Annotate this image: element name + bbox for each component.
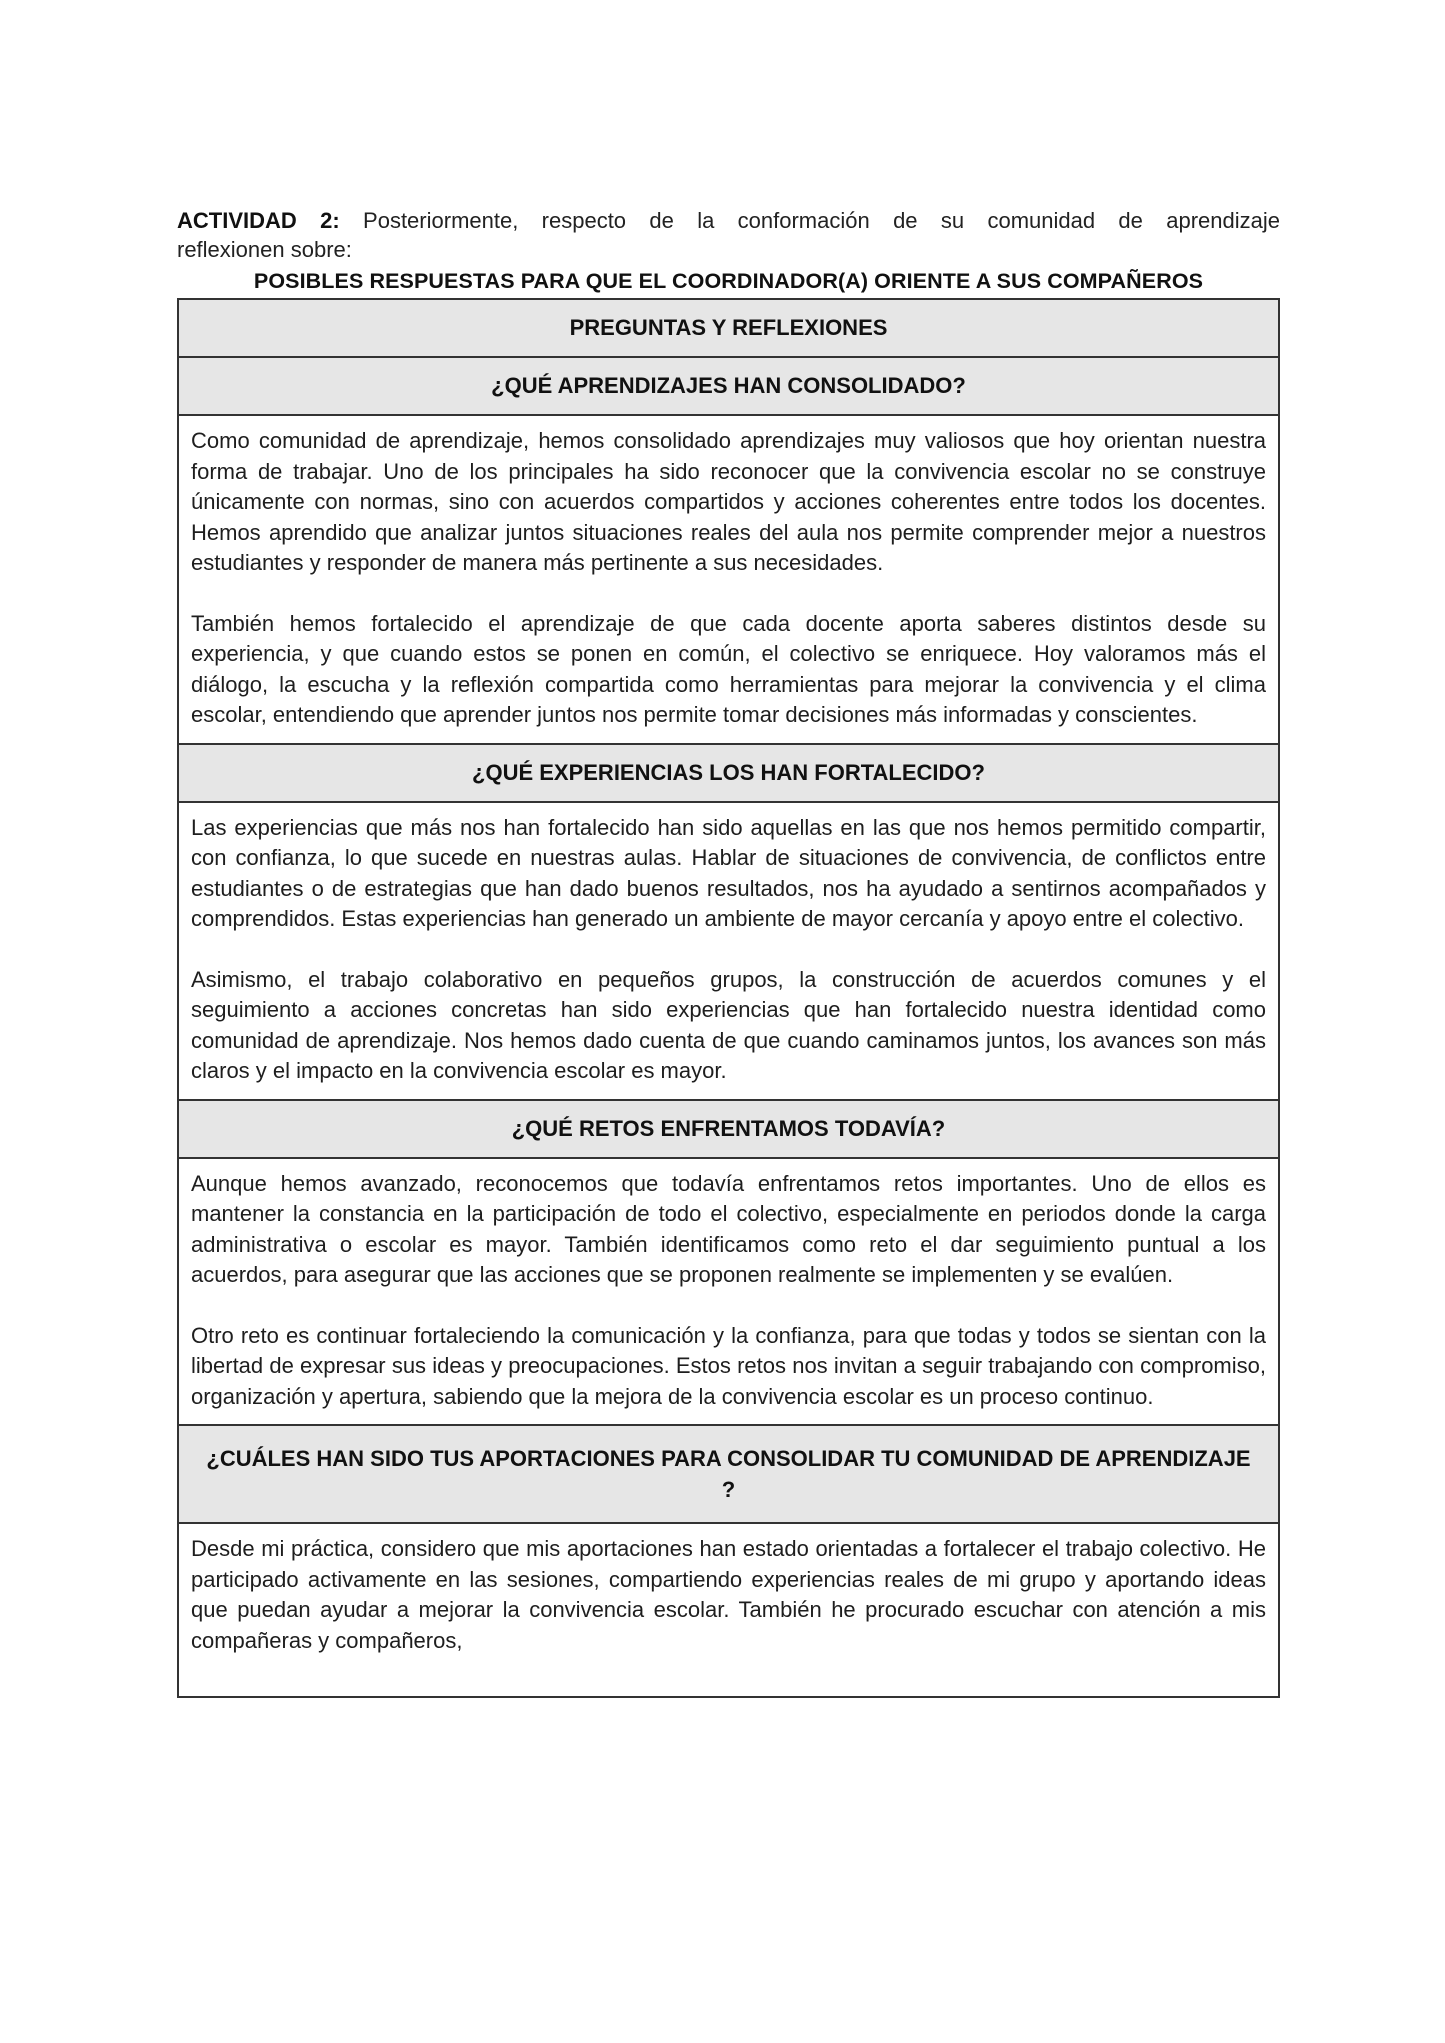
activity-text-1: Posteriormente, respecto de la conformación de su comunidad de aprendizaje	[363, 208, 1280, 233]
answer-paragraph: También hemos fortalecido el aprendizaje de que cada docente aporta saberes distintos desde su experiencia, y que cuando estos se ponen en común, el colectivo se enriquece. Hoy valoramos más el diálogo, la escucha y la reflexión compartida como herramientas para mejorar la convivencia y el clima escolar, entendiendo que aprender juntos nos permite tomar decisiones más informadas y conscientes.	[191, 610, 1266, 727]
answer-cell	[178, 802, 1279, 1100]
answer-cell	[178, 1523, 1279, 1697]
answer-cell	[178, 1158, 1279, 1426]
document-page	[177, 206, 1280, 1698]
answer-paragraph: Otro reto es continuar fortaleciendo la comunicación y la confianza, para que todas y todos se sientan con la libertad de expresar sus ideas y preocupaciones. Estos retos nos invitan a seguir trabajando con compromiso, organización y apertura, sabiendo que la mejora de la convivencia escolar es un proceso continuo.	[191, 1322, 1266, 1409]
answer-paragraph: Las experiencias que más nos han fortalecido han sido aquellas en las que nos hemos permitido compartir, con confianza, lo que sucede en nuestras aulas. Hablar de situaciones de convivencia, de conflictos entre estudiantes o de estrategias que han dado buenos resultados, nos ha ayudado a sentirnos acompañados y comprendidos. Estas experiencias han generado un ambiente de mayor cercanía y apoyo entre el colectivo.	[191, 814, 1266, 931]
activity-line-1	[177, 206, 1280, 235]
question-heading: ¿QUÉ EXPERIENCIAS LOS HAN FORTALECIDO?	[178, 744, 1279, 802]
activity-text-2: reflexionen sobre:	[177, 237, 352, 262]
question-heading: ¿QUÉ RETOS ENFRENTAMOS TODAVÍA?	[178, 1100, 1279, 1158]
reflection-table	[177, 298, 1280, 1698]
answer-paragraph: Desde mi práctica, considero que mis aportaciones han estado orientadas a fortalecer el trabajo colectivo. He participado activamente en las sesiones, compartiendo experiencias reales de mi grupo y aportando ideas que puedan ayudar a mejorar la convivencia escolar. También he procurado escuchar con atención a mis compañeras y compañeros,	[191, 1536, 1266, 1653]
answer-cell	[178, 415, 1279, 744]
document-subtitle: POSIBLES RESPUESTAS PARA QUE EL COORDINADOR(A) ORIENTE A SUS COMPAÑEROS	[253, 269, 1204, 293]
question-heading: ¿CUÁLES HAN SIDO TUS APORTACIONES PARA CONSOLIDAR TU COMUNIDAD DE APRENDIZAJE ?	[178, 1425, 1279, 1523]
answer-paragraph: Como comunidad de aprendizaje, hemos consolidado aprendizajes muy valiosos que hoy orientan nuestra forma de trabajar. Uno de los principales ha sido reconocer que la convivencia escolar no se construye únicamente con normas, sino con acuerdos compartidos y acciones coherentes entre todos los docentes. Hemos aprendido que analizar juntos situaciones reales del aula nos permite comprender mejor a nuestros estudiantes y responder de manera más pertinente a sus necesidades.	[191, 428, 1266, 575]
answer-paragraph: Asimismo, el trabajo colaborativo en pequeños grupos, la construcción de acuerdos comunes y el seguimiento a acciones concretas han sido experiencias que han fortalecido nuestra identidad como comunidad de aprendizaje. Nos hemos dado cuenta de que cuando caminamos juntos, los avances son más claros y el impacto en la convivencia escolar es mayor.	[191, 966, 1266, 1083]
answer-paragraph: Aunque hemos avanzado, reconocemos que todavía enfrentamos retos importantes. Uno de ellos es mantener la constancia en la participación de todo el colectivo, especialmente en periodos donde la carga administrativa o escolar es mayor. También identificamos como reto el dar seguimiento puntual a los acuerdos, para asegurar que las acciones que se proponen realmente se implementen y se evalúen.	[191, 1170, 1266, 1287]
table-header: PREGUNTAS Y REFLEXIONES	[178, 299, 1279, 357]
activity-label: ACTIVIDAD 2:	[177, 208, 340, 233]
question-heading: ¿QUÉ APRENDIZAJES HAN CONSOLIDADO?	[178, 357, 1279, 415]
activity-intro	[177, 206, 1280, 264]
